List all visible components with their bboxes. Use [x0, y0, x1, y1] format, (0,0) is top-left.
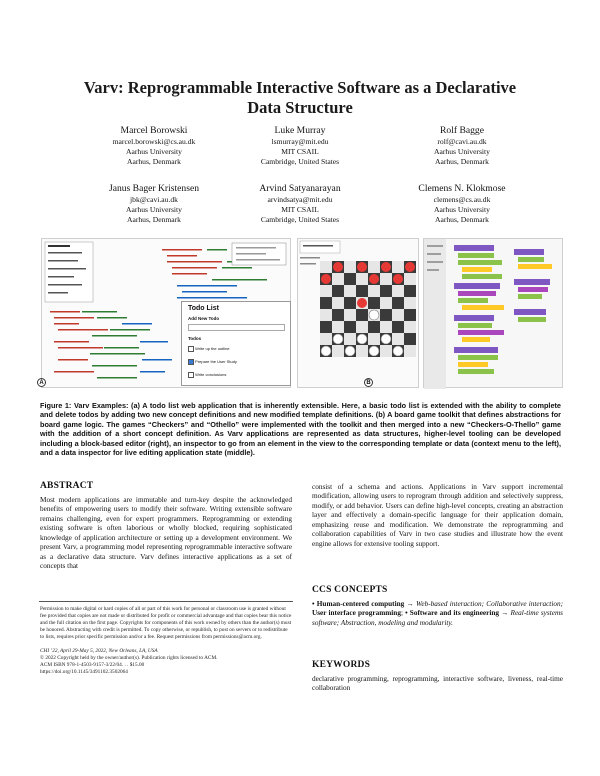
abstract-text-right: consist of a schema and actions. Applications in Varv support incremental modification, allowing users to reprogram through addition and selectively suppress, modify, or add behavior. Users can define high-level concepts, creating an abstraction layer and effectively a domain-specific language for their application domain, emphasizing reuse and modification. We demonstrate the reprogramming and collaboration capabilities of Varv in two case studies and illustrate how the event engine allows for extensive tooling support.: [312, 483, 563, 548]
author-affiliation: Aarhus University: [126, 205, 182, 214]
author-location: Aarhus, Denmark: [127, 215, 181, 224]
todos-label: Todos: [188, 336, 202, 341]
author-email: arvindsatya@mit.edu: [267, 195, 333, 204]
author-location: Aarhus, Denmark: [127, 157, 181, 166]
footnote-permission: Permission to make digital or hard copies of all or part of this work for personal or classroom use is granted without fee provided that copies are not made or distributed for profit or commercial advantage and that copies bear this notice and the full citation on the first page. Copyrights for components of this work owned by others than the author(s) must be honored. Abstracting with credit is permitted. To copy otherwise, or republish, to post on servers or to redistribute to lists, requires prior specific permission and/or a fee. Request permissions from permissions@acm.org.: [40, 606, 292, 640]
footnote-isbn: ACM ISBN 978-1-4503-9157-3/22/04. . . $15.00: [40, 662, 145, 668]
todo-title: Todo List: [188, 305, 219, 312]
abstract-text-left: Most modern applications are immutable and turn-key despite the acknowledged benefits of empowering users to modify their software. Writing extensible software remains challenging, even for expert programmers. Reprogramming or extending existing software is often laborious or wholly blocked, requiring sophisticated knowledge of application architecture or setting up a development environment. We present Varv, a programming model representing reprogrammable interactive software as a declarative data structure. Varv defines interactive applications as a set of concepts that: [40, 496, 292, 571]
author-email: lsmurray@mit.edu: [271, 137, 329, 146]
ccs-term: User interface programming: [312, 609, 401, 618]
author-name: Arvind Satyanarayan: [259, 183, 341, 194]
author-email: clemens@cs.au.dk: [433, 195, 491, 204]
author-affiliation: MIT CSAIL: [281, 205, 319, 214]
todo-app-panel: [181, 301, 291, 386]
figure-label-a: A: [37, 378, 46, 387]
author-block: [210, 125, 390, 167]
keywords-text: declarative programming, reprogramming, interactive software, liveness, real-time collaboration: [312, 675, 563, 693]
author-name: Janus Bager Kristensen: [108, 183, 200, 194]
todo-item-label: Write up the outline: [195, 346, 230, 352]
checkers-board: [298, 239, 420, 389]
ccs-heading: CCS CONCEPTS: [312, 585, 388, 595]
add-todo-input: [188, 324, 285, 331]
figure-b-panel: [297, 238, 419, 388]
add-todo-label: Add New Todo: [188, 316, 220, 321]
paper-title: [40, 78, 560, 118]
footnote-copyright: © 2022 Copyright held by the owner/author(s). Publication rights licensed to ACM.: [40, 655, 218, 661]
ccs-term: • Software and its engineering: [405, 609, 500, 618]
ccs-term: • Human-centered computing: [312, 600, 405, 608]
author-affiliation: MIT CSAIL: [281, 147, 319, 156]
title-line-2: Data Structure: [247, 98, 353, 117]
author-block: [372, 125, 552, 167]
footnote-doi: https://doi.org/10.1145/3491102.3502064: [40, 669, 128, 675]
author-location: Aarhus, Denmark: [435, 157, 489, 166]
todo-item: [188, 372, 285, 378]
author-name: Rolf Bagge: [440, 125, 484, 136]
checkbox-icon: [188, 372, 194, 378]
figure-caption: Figure 1: Varv Examples: (a) A todo list web application that is inherently extensible. Here, a basic todo list is extended with the ability to complete and delete todos by adding two new concept definitions and new modified template definitions. (b) A board game toolkit that defines abstractions for board game logic. The games “Checkers” and “Othello” were implemented with the toolkit and then merged into a new “Checkers-O-Thello” game with the addition of a short concept definition. As Varv applications are represented as data structures, higher-level tooling can be developed including a block-based editor (right), an inspector to go from an element in the view to the corresponding template or data (context menu to the left), and a data inspector for live editing application state (middle).: [40, 401, 561, 458]
block-editor-screenshot: [424, 239, 564, 389]
ccs-text: [312, 600, 563, 628]
author-affiliation: Aarhus University: [434, 205, 490, 214]
footnote-conference: [40, 648, 292, 655]
author-block: [372, 183, 552, 225]
author-location: Cambridge, United States: [260, 215, 340, 224]
checkbox-icon: [188, 359, 194, 365]
conference-name: CHI ’22, April 29-May 5, 2022, New Orleans, LA, USA: [40, 648, 158, 654]
author-block: [210, 183, 390, 225]
todo-item-label: Write conclusions: [195, 372, 227, 378]
footnote-rule: [39, 601, 293, 602]
author-affiliation: Aarhus University: [434, 147, 490, 156]
author-email: marcel.borowski@cs.au.dk: [112, 137, 196, 146]
keywords-heading: KEYWORDS: [312, 660, 371, 670]
checkbox-icon: [188, 346, 194, 352]
todo-item-label: Prepare the User Study: [195, 359, 237, 365]
author-email: rolf@cavi.au.dk: [437, 137, 487, 146]
ccs-subterm: → Real-time systems software; Abstraction, modeling and modularity.: [312, 609, 564, 627]
ccs-separator: ;: [400, 609, 406, 618]
author-name: Clemens N. Klokmose: [418, 183, 506, 194]
author-name: Marcel Borowski: [120, 125, 188, 136]
teaser-figure: [41, 238, 563, 388]
figure-label-b: B: [364, 378, 373, 387]
author-name: Luke Murray: [274, 125, 326, 136]
ccs-subterm: → Web-based interaction; Collaborative interaction;: [404, 600, 564, 608]
title-line-1: Varv: Reprogrammable Interactive Software as a Declarative: [83, 78, 517, 97]
author-location: Cambridge, United States: [260, 157, 340, 166]
todo-item: [188, 359, 285, 365]
abstract-heading: ABSTRACT: [40, 481, 94, 491]
todo-item: [188, 346, 285, 352]
author-location: Aarhus, Denmark: [435, 215, 489, 224]
author-affiliation: Aarhus University: [126, 147, 182, 156]
author-email: jbk@cavi.au.dk: [130, 195, 178, 204]
block-editor-panel: [423, 238, 563, 388]
